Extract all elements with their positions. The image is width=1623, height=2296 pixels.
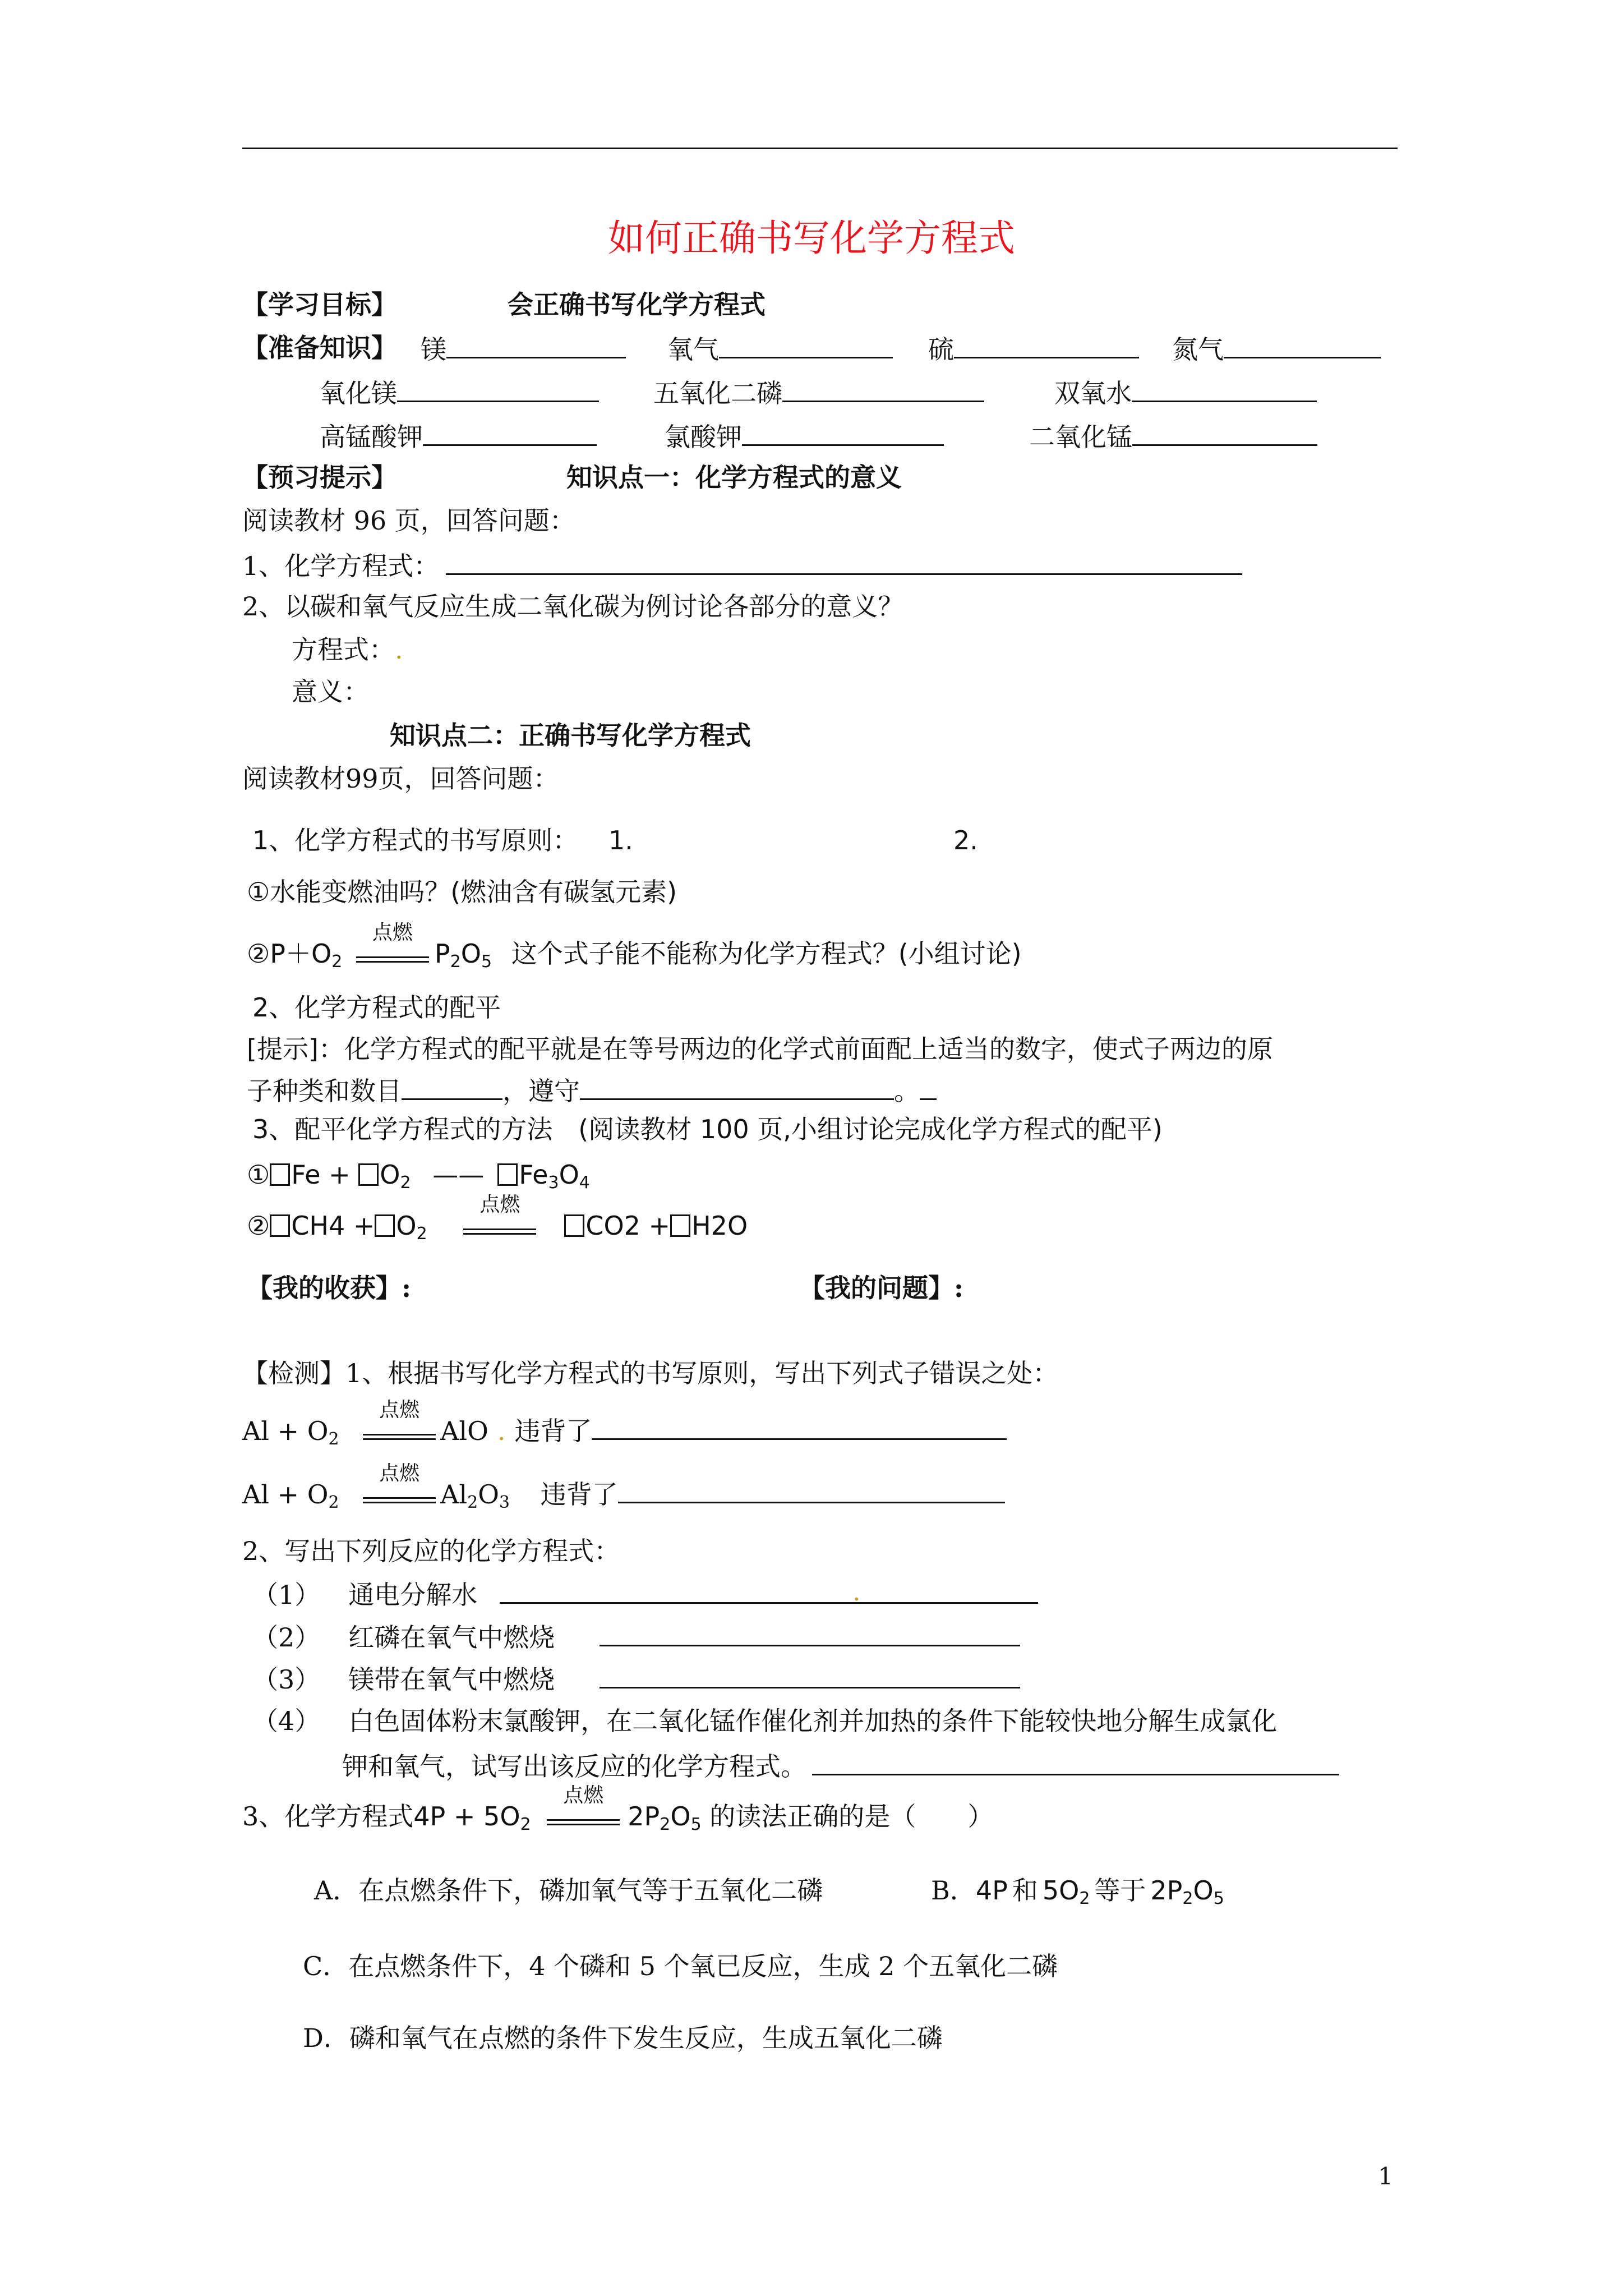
option-c: C．在点燃条件下，4 个磷和 5 个氧已反应，生成 2 个五氧化二磷 (303, 1951, 1058, 1981)
goal-text: 会正确书写化学方程式 (508, 289, 766, 320)
option-d: D．磷和氧气在点燃的条件下发生反应，生成五氧化二磷 (303, 2023, 943, 2053)
prep-h2o2: 双氧水 (1054, 376, 1317, 409)
item-2: （2） 红磷在氧气中燃烧 (252, 1620, 1020, 1653)
write-title: 2、写出下列反应的化学方程式： (242, 1536, 620, 1566)
principle-1: 1. (608, 825, 633, 855)
header-rule (242, 148, 1398, 149)
prep-s: 硫 (928, 332, 1139, 365)
prep-mno2: 二氧化锰 (1029, 420, 1317, 453)
equation-label: 方程式：. (292, 634, 403, 665)
prep-mg: 镁 (421, 332, 626, 365)
kp1-heading: 知识点一：化学方程式的意义 (566, 462, 902, 493)
item-3: （3） 镁带在氧气中燃烧 (252, 1662, 1020, 1695)
prep-n2: 氮气 (1172, 332, 1381, 365)
principle: 1、化学方程式的书写原则： (252, 825, 579, 855)
goal-label: 【学习目标】 (242, 289, 397, 320)
al-equation-1: $Al + O_2$ 点燃 AlO . 违背了 (242, 1414, 1007, 1447)
page-title: 如何正确书写化学方程式 (608, 217, 1015, 260)
equation-ch4: ② $CH4 + O_2$ 点燃 CO2 + H2O (247, 1193, 748, 1244)
principle-2: 2. (953, 825, 978, 855)
equation-fe: ① $Fe + O_2$ —— $Fe_3O_4$ (247, 1159, 590, 1193)
balance-title: 2、化学方程式的配平 (252, 992, 501, 1023)
speck: . (852, 1576, 861, 1607)
item-4: （4） 白色固体粉末氯酸钾，在二氧化锰作催化剂并加热的条件下能较快地分解生成氯化 (252, 1706, 1278, 1736)
my-gain: 【我的收获】: (247, 1273, 411, 1303)
method: 3、配平化学方程式的方法 (阅读教材 100 页,小组讨论完成化学方程式的配平) (252, 1114, 1163, 1144)
read-99: 阅读教材99页，回答问题： (242, 763, 559, 794)
option-b: B．4P 和 $5O_2$ 等于 $2P_2O_5$ (931, 1875, 1224, 1908)
my-question: 【我的问题】: (799, 1273, 963, 1303)
hint-line1: [提示]：化学方程式的配平就是在等号两边的化学式前面配上适当的数字，使式子两边的原 (247, 1034, 1273, 1064)
q3: 3、化学方程式$4P + 5O_2$ 点燃 $2P_2O_5$ 的读法正确的是（ ） (242, 1784, 994, 1834)
meaning-label: 意义： (292, 677, 369, 707)
hint-line2: 子种类和数目 ，遵守 。 (247, 1074, 937, 1107)
water-oil-question: ①水能变燃油吗？(燃油含有碳氢元素) (247, 877, 677, 907)
item-1: （1） 通电分解水 (252, 1577, 1038, 1611)
page-number: 1 (1378, 2162, 1393, 2190)
q2: 2、以碳和氧气反应生成二氧化碳为例讨论各部分的意义？ (242, 591, 904, 622)
prep-p2o5: 五氧化二磷 (653, 376, 984, 409)
prep-o2: 氧气 (667, 332, 893, 365)
prep-label: 【准备知识】 (242, 333, 397, 363)
test-heading: 【检测】1、根据书写化学方程式的书写原则，写出下列式子错误之处： (242, 1358, 1059, 1388)
preview-label: 【预习提示】 (242, 462, 397, 493)
q1: 1、化学方程式： (242, 549, 1242, 582)
prep-mgo: 氧化镁 (320, 376, 599, 409)
p-equation: $②P+O_2$ 点燃 $P_2O_5$ 这个式子能不能称为化学方程式？(小组讨论) (247, 921, 1022, 972)
prep-kmno4: 高锰酸钾 (320, 420, 597, 453)
prep-kclo3: 氯酸钾 (665, 420, 944, 453)
item-4-cont: 钾和氧气，试写出该反应的化学方程式。 (342, 1749, 1339, 1782)
al-equation-2: $Al + O_2$ 点燃 $Al_2O_3$ 违背了 (242, 1477, 1005, 1510)
kp2-heading: 知识点二：正确书写化学方程式 (390, 720, 751, 751)
option-a: A．在点燃条件下，磷加氧气等于五氧化二磷 (314, 1875, 823, 1906)
read-96: 阅读教材 96 页，回答问题： (242, 505, 575, 536)
